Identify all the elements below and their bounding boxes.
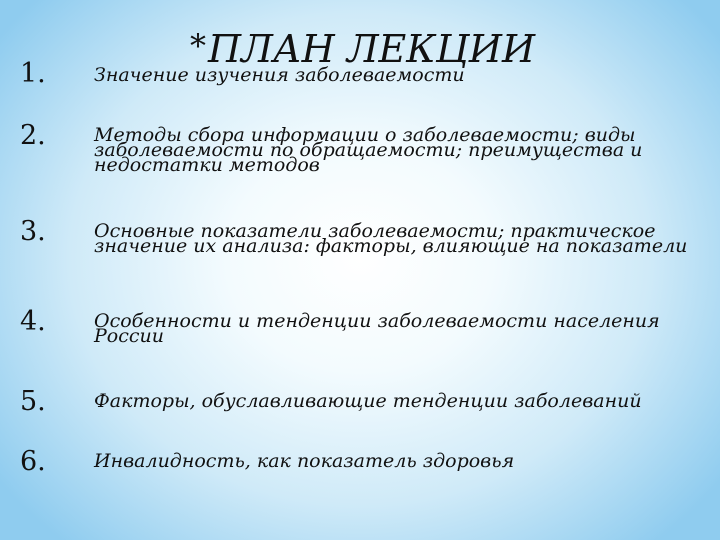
list-item-text: Значение изучения заболеваемости	[94, 64, 465, 86]
list-item-text: Методы сбора информации о заболеваемости; виды заболеваемости по обращаемости; преимущества и недостатки методов	[94, 124, 643, 176]
list-item-text: Факторы, обуславливающие тенденции заболеваний	[94, 390, 642, 412]
list-item-number: 5.	[20, 386, 46, 417]
list-item-text: Инвалидность, как показатель здоровья	[94, 450, 515, 472]
title-text: ПЛАН ЛЕКЦИИ	[208, 27, 536, 71]
list-item-number: 4.	[20, 306, 46, 337]
list-item-number: 2.	[20, 120, 46, 151]
list-item-number: 1.	[20, 58, 46, 89]
list-item-text: Особенности и тенденции заболеваемости населения России	[94, 310, 660, 347]
slide-title	[190, 27, 536, 71]
list-item-number: 3.	[20, 216, 46, 247]
list-item-text: Основные показатели заболеваемости; практическое значение их анализа: факторы, влияющие на показатели	[94, 220, 688, 257]
title-star-marker: *	[190, 27, 206, 65]
list-item-number: 6.	[20, 446, 46, 477]
